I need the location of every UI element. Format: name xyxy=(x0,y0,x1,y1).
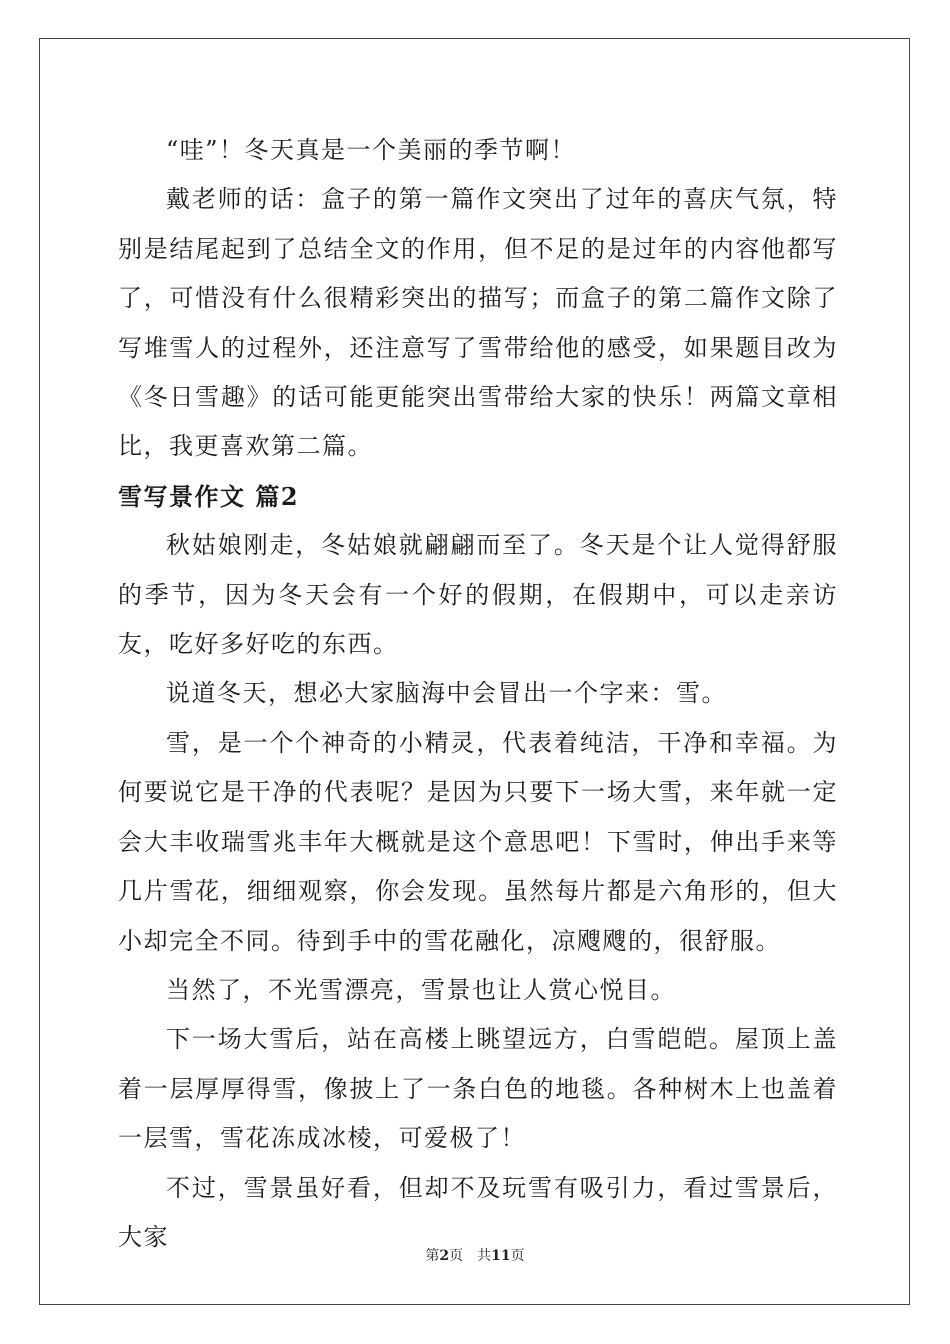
paragraph-playing-snow: 不过，雪景虽好看，但却不及玩雪有吸引力，看过雪景后，大家 xyxy=(118,1173,838,1251)
paragraph-exclamation: “哇”！冬天真是一个美丽的季节啊！ xyxy=(166,136,577,164)
paragraph-after-snowfall: 下一场大雪后，站在高楼上眺望远方，白雪皑皑。屋顶上盖着一层厚厚得雪，像披上了一条白色的地毯。各种树木上也盖着一层雪，雪花冻成冰棱，可爱极了！ xyxy=(118,1025,838,1153)
paragraph-teacher-comment: 戴老师的话：盒子的第一篇作文突出了过年的喜庆气氛，特别是结尾起到了总结全文的作用，但不足的是过年的内容他都写了，可惜没有什么很精彩突出的描写；而盒子的第二篇作文除了写堆雪人的过程外，还注意写了雪带给他的感受，如果题目改为《冬日雪趣》的话可能更能突出雪带给大家的快乐！两篇文章相比，我更喜欢第二篇。 xyxy=(118,185,838,461)
footer-total-pages: 11 xyxy=(491,1248,511,1264)
footer-page-mid: 页 共 xyxy=(449,1248,492,1264)
footer-page-prefix: 第 xyxy=(425,1248,440,1264)
paragraph-snow-word: 说道冬天，想必大家脑海中会冒出一个字来：雪。 xyxy=(166,679,727,708)
paragraph-snow-scenery: 当然了，不光雪漂亮，雪景也让人赏心悦目。 xyxy=(166,975,676,1004)
page-footer xyxy=(0,1247,950,1265)
section-heading: 雪写景作文 篇2 xyxy=(118,481,300,511)
footer-page-suffix: 页 xyxy=(510,1248,525,1264)
paragraph-snow-spirit: 雪，是一个个神奇的小精灵，代表着纯洁，干净和幸福。为何要说它是干净的代表呢？是因为只要下一场大雪，来年就一定会大丰收瑞雪兆丰年大概就是这个意思吧！下雪时，伸出手来等几片雪花，细细观察，你会发现。虽然每片都是六角形的，但大小却完全不同。待到手中的雪花融化，凉飕飕的，很舒服。 xyxy=(118,728,838,955)
paragraph-autumn-winter: 秋姑娘刚走，冬姑娘就翩翩而至了。冬天是个让人觉得舒服的季节，因为冬天会有一个好的假期，在假期中，可以走亲访友，吃好多好吃的东西。 xyxy=(118,531,838,659)
footer-page-number: 2 xyxy=(439,1248,450,1264)
document-body xyxy=(118,126,838,1262)
